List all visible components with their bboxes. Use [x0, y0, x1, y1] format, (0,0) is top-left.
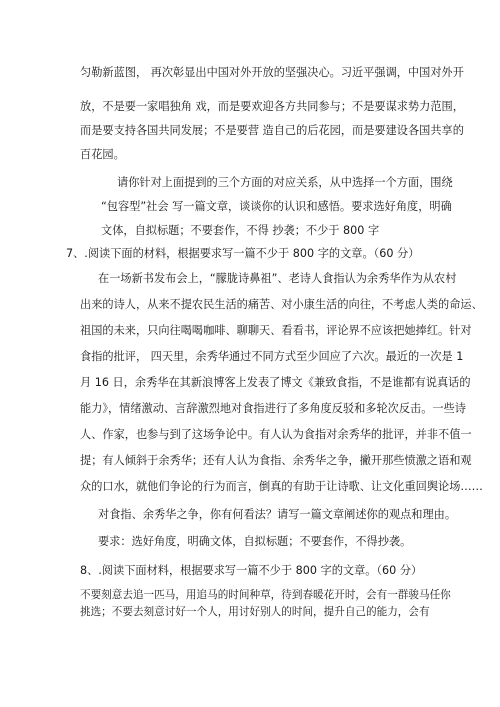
question-8-heading: 8、.阅读下面材料，根据要求写一篇不少于 800 字的文章。（60 分）: [80, 564, 423, 577]
text-line: 人、作家，也参与到了这场争论中。有人认为食指对余秀华的批评，并非不值一: [80, 428, 472, 441]
requirement-line: 要求：选好角度，明确文体，自拟标题；不要套作，不得抄袭。: [98, 535, 412, 548]
text-line: 对食指、余秀华之争，你有何看法？请写一篇文章阐述你的观点和理由。: [98, 508, 457, 521]
text-line: “包容型”社会 写一篇文章，谈谈你的认识和感悟。要求选好角度，明确: [101, 200, 452, 213]
text-line: 挑选；不要去刻意讨好一个人，用讨好别人的时间，提升自己的能力，会有: [80, 606, 430, 618]
text-line: 提；有人倾斜于余秀华；还有人认为食指、余秀华之争，撇开那些愤激之语和观: [80, 454, 472, 467]
text-line: 不要刻意去追一匹马，用追马的时间种草，待到春暖花开时，会有一群骏马任你: [80, 589, 451, 601]
text-line: 能力》，情绪激动、言辞激烈地对食指进行了多角度反驳和多轮次反击。一些诗: [80, 402, 466, 415]
text-line: 众的口水，就他们争论的行为而言，倒真的有助于让诗歌、让文化重回舆论场……: [80, 480, 483, 493]
text-line: 祖国的未来，只向往喝喝咖啡、聊聊天、看看书，评论界不应该把她捧红。针对: [80, 324, 472, 337]
text-line: 百花园。: [80, 148, 125, 161]
text-line: 匀勒新蓝图， 再次彰显出中国对外开放的坚强决心。习近平强调，中国对外开: [80, 66, 464, 79]
text-line: 食指的批评， 四天里，余秀华通过不同方式至少回应了六次。最近的一次是 1: [80, 350, 464, 363]
text-line: 在一场新书发布会上，“朦胧诗鼻祖”、老诗人食指认为余秀华作为从农村: [98, 272, 457, 285]
text-line: 月 16 日，余秀华在其新浪博客上发表了博文《兼致食指，不是谁都有说真话的: [80, 376, 471, 389]
question-7-heading: 7、.阅读下面的材料，根据要求写一篇不少于 800 字的文章。（60 分）: [66, 247, 420, 260]
text-line: 放，不是要一家唱独角 戏，而是要欢迎各方共同参与；不是要谋求势力范围，: [80, 100, 464, 113]
text-line: 文体，自拟标题；不要套作，不得 抄袭；不少于 800 字: [101, 224, 380, 237]
text-line: 而是要支持各国共同发展；不是要营 造自己的后花园，而是要建设各国共享的: [80, 124, 464, 137]
text-line: 请你针对上面提到的三个方面的对应关系，从中选择一个方面，围绕: [117, 176, 453, 189]
text-line: 出来的诗人，从来不提农民生活的痛苦、对小康生活的向往，不考虑人类的命运、: [80, 298, 483, 311]
